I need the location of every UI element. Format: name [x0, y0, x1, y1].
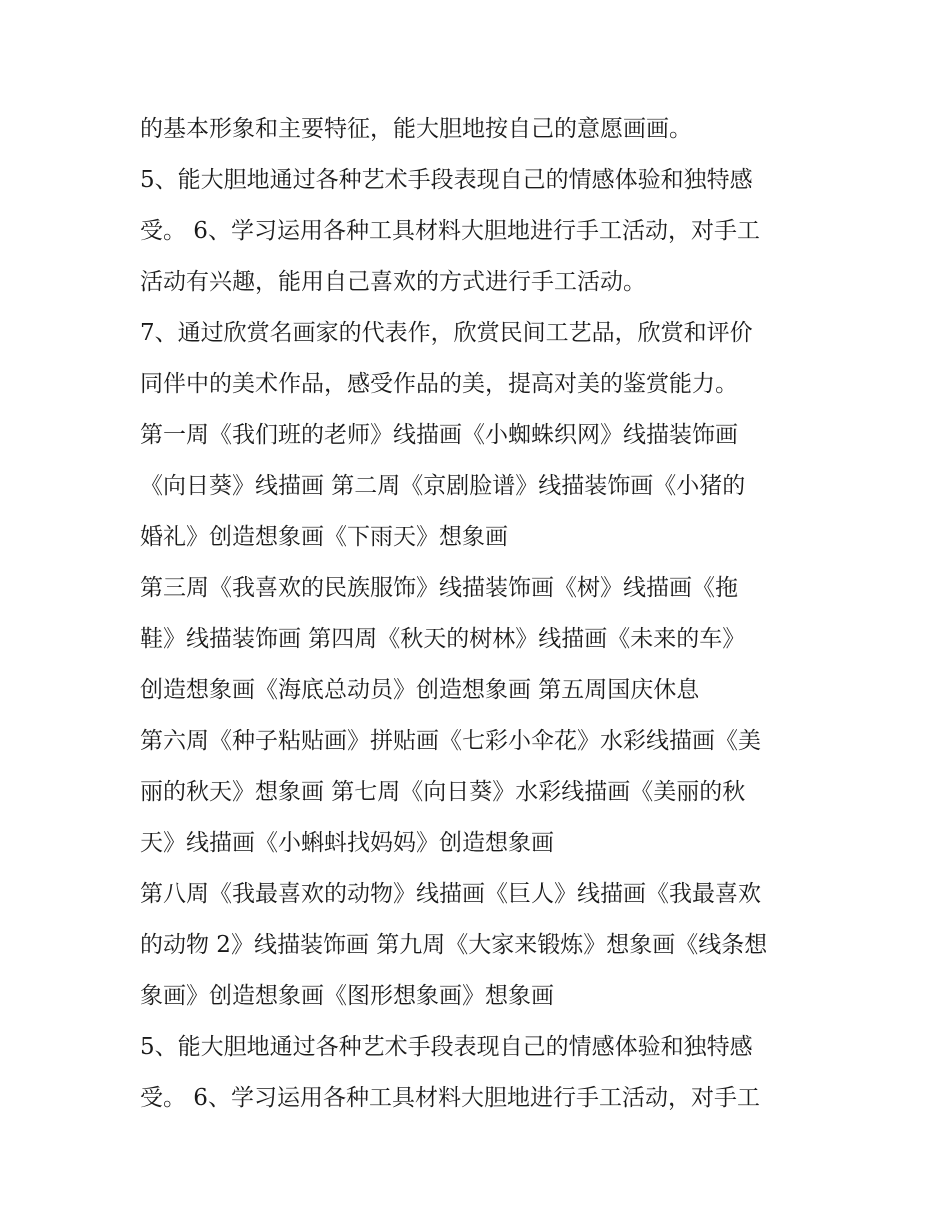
text-line: 丽的秋天》想象画 第七周《向日葵》水彩线描画《美丽的秋	[140, 779, 746, 805]
text-line: 受。 6、学习运用各种工具材料大胆地进行手工活动，对手工	[140, 1085, 760, 1111]
text-line: 的动物 2》线描装饰画 第九周《大家来锻炼》想象画《线条想	[140, 932, 768, 958]
text-line: 5、能大胆地通过各种艺术手段表现自己的情感体验和独特感	[140, 1034, 753, 1060]
text-line: 第一周《我们班的老师》线描画《小蜘蛛织网》线描装饰画	[140, 422, 738, 448]
body-text	[140, 104, 820, 1124]
text-line: 创造想象画《海底总动员》创造想象画 第五周国庆休息	[140, 677, 700, 703]
text-line: 《向日葵》线描画 第二周《京剧脸谱》线描装饰画《小猪的	[140, 473, 746, 499]
text-line: 受。 6、学习运用各种工具材料大胆地进行手工活动，对手工	[140, 218, 760, 244]
text-line: 5、能大胆地通过各种艺术手段表现自己的情感体验和独特感	[140, 167, 753, 193]
text-line: 同伴中的美术作品，感受作品的美，提高对美的鉴赏能力。	[140, 371, 738, 397]
text-line: 7、通过欣赏名画家的代表作，欣赏民间工艺品，欣赏和评价	[140, 320, 753, 346]
text-line: 鞋》线描装饰画 第四周《秋天的树林》线描画《未来的车》	[140, 626, 746, 652]
text-line: 天》线描画《小蝌蚪找妈妈》创造想象画	[140, 830, 554, 856]
text-line: 第六周《种子粘贴画》拼贴画《七彩小伞花》水彩线描画《美	[140, 728, 761, 754]
text-line: 活动有兴趣，能用自己喜欢的方式进行手工活动。	[140, 269, 646, 295]
text-line: 婚礼》创造想象画《下雨天》想象画	[140, 524, 508, 550]
text-line: 第八周《我最喜欢的动物》线描画《巨人》线描画《我最喜欢	[140, 881, 761, 907]
text-line: 第三周《我喜欢的民族服饰》线描装饰画《树》线描画《拖	[140, 575, 738, 601]
text-line: 象画》创造想象画《图形想象画》想象画	[140, 983, 554, 1009]
text-line: 的基本形象和主要特征，能大胆地按自己的意愿画画。	[140, 116, 692, 142]
